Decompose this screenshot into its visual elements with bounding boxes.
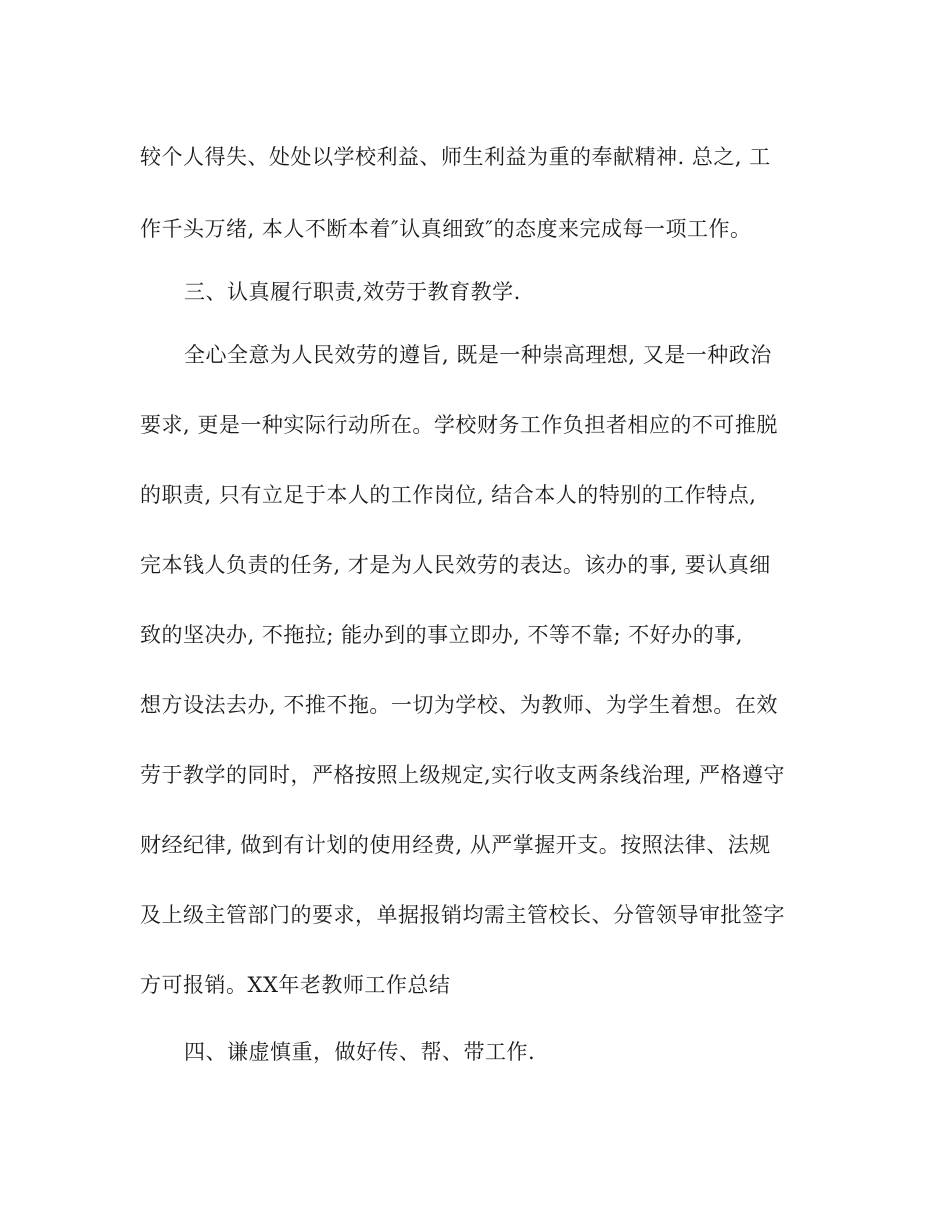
section-heading-4: 四、谦虚慎重，做好传、帮、带工作.: [184, 1040, 536, 1064]
paragraph-line: 完本钱人负责的任务, 才是为人民效劳的表达。该办的事, 要认真细: [140, 553, 771, 577]
paragraph-line: 及上级主管部门的要求，单据报销均需主管校长、分管领导审批签字: [140, 903, 785, 927]
paragraph-line: 较个人得失、处处以学校利益、师生利益为重的奉献精神. 总之, 工: [140, 145, 771, 169]
paragraph-line: 的职责, 只有立足于本人的工作岗位, 结合本人的特别的工作特点,: [140, 483, 757, 507]
paragraph-line: 财经纪律, 做到有计划的使用经费, 从严掌握开支。按照法律、法规: [140, 833, 771, 857]
paragraph-line: 全心全意为人民效劳的遵旨, 既是一种崇高理想, 又是一种政治: [184, 343, 772, 367]
paragraph-line: 致的坚决办, 不拖拉; 能办到的事立即办, 不等不靠; 不好办的事,: [140, 623, 743, 647]
section-heading-3: 三、认真履行职责,效劳于教育教学.: [184, 280, 521, 304]
paragraph-line: 想方设法去办, 不推不拖。一切为学校、为教师、为学生着想。在效: [140, 693, 778, 717]
paragraph-line: 要求, 更是一种实际行动所在。学校财务工作负担者相应的不可推脱: [140, 413, 778, 437]
paragraph-line: 作千头万绪, 本人不断本着″认真细致″的态度来完成每一项工作。: [140, 217, 752, 241]
paragraph-line: 方可报销。XX年老教师工作总结: [140, 973, 451, 997]
paragraph-line: 劳于教学的同时，严格按照上级规定,实行收支两条线治理, 严格遵守: [140, 763, 786, 787]
